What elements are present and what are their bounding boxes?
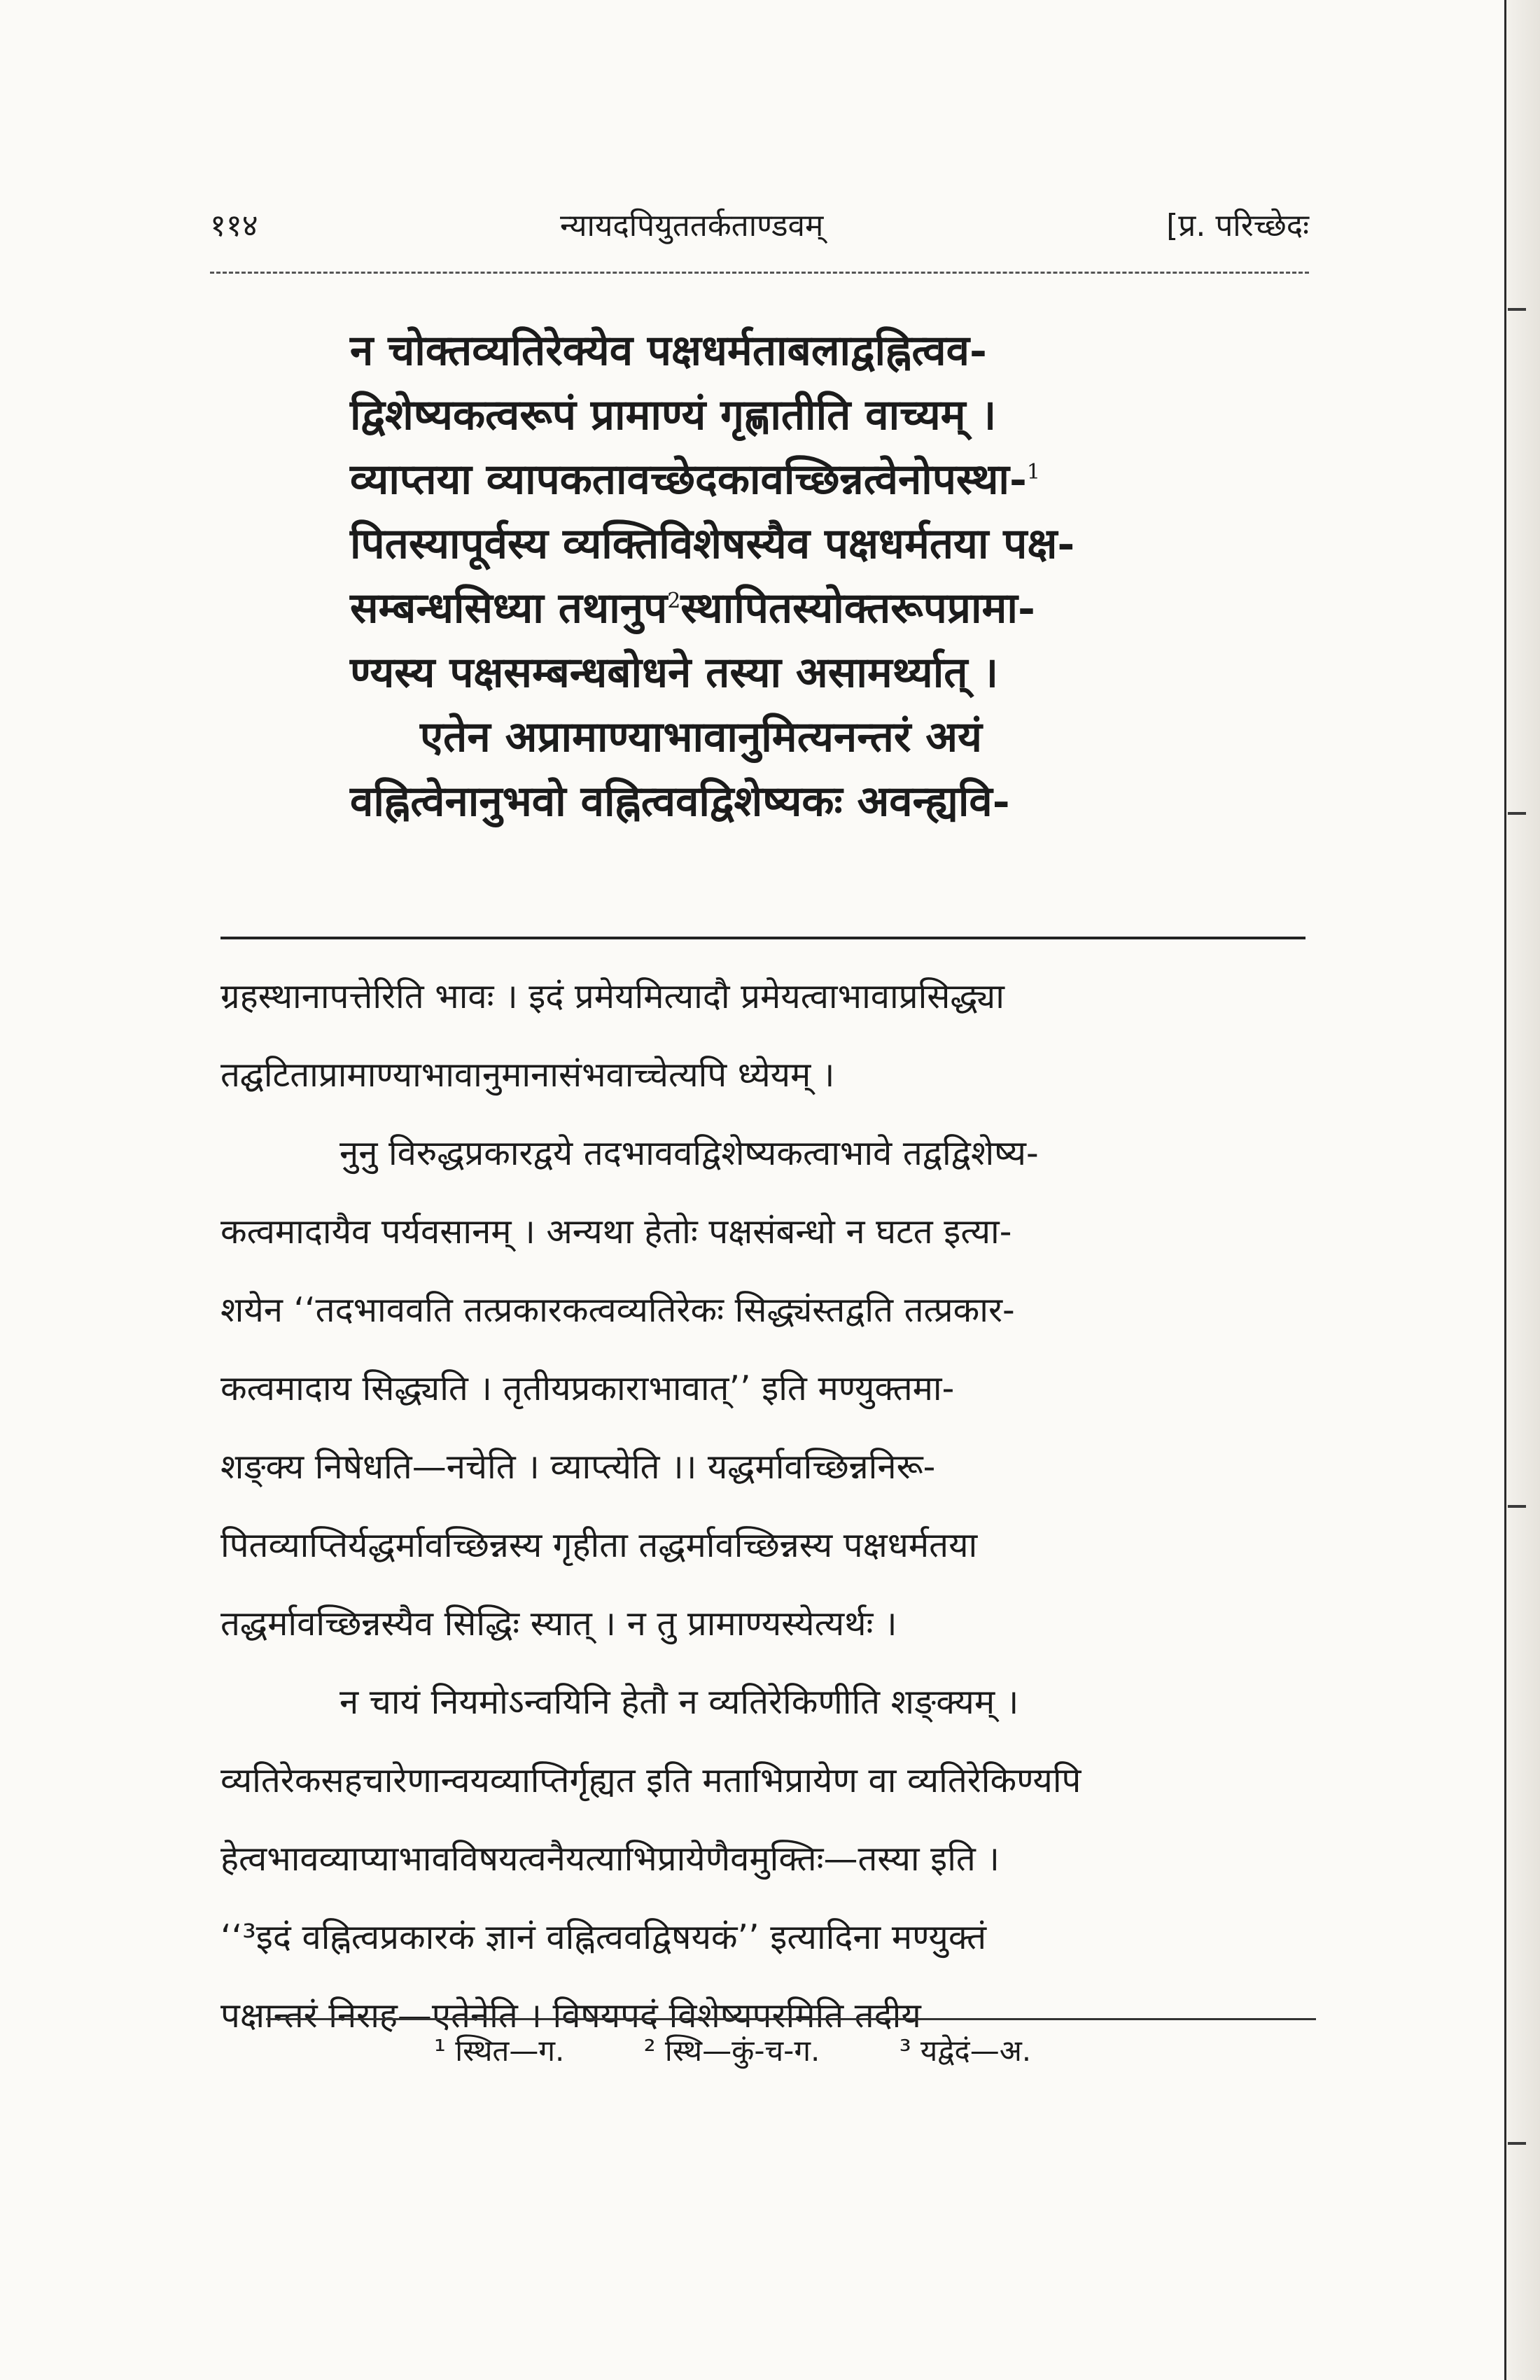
footnotes	[434, 2030, 1344, 2070]
commentary-line: कत्वमादायैव पर्यवसानम् । अन्यथा हेतोः पक्षसंबन्धो न घटत इत्या-	[220, 1212, 1012, 1252]
page-edge	[1504, 0, 1540, 2380]
commentary-line: तद्धर्मावच्छिन्नस्यैव सिद्धिः स्यात् । न तु प्रामाण्यस्येत्यर्थः ।	[220, 1604, 897, 1644]
edge-mark	[1508, 308, 1526, 311]
footnote: ¹ स्थित—ग.	[434, 2033, 565, 2068]
commentary-line: कत्वमादाय सिद्ध्यति । तृतीयप्रकाराभावात्’’ इति मण्युक्तमा-	[220, 1368, 955, 1408]
footnote: ² स्थि—कुं-च-ग.	[643, 2033, 820, 2068]
root-line: ण्यस्य पक्षसम्बन्धबोधने तस्या असामर्थ्यात् ।	[350, 648, 999, 697]
root-text	[350, 318, 1218, 834]
edge-mark	[1508, 2142, 1526, 2145]
commentary-line: हेत्वभावव्याप्याभावविषयत्वनैयत्याभिप्रायेणैवमुक्तिः—तस्या इति ।	[220, 1839, 1000, 1879]
root-line: पितस्यापूर्वस्य व्यक्तिविशेषस्यैव पक्षधर्मतया पक्ष-	[350, 519, 1075, 568]
root-line: न चोक्तव्यतिरेक्येव पक्षधर्मताबलाद्वह्नित्वव-	[350, 326, 987, 375]
edge-mark	[1508, 1505, 1526, 1508]
commentary-line: नुनु विरुद्धप्रकारद्वये तदभाववद्विशेष्यकत्वाभावे तद्वद्विशेष्य-	[340, 1133, 1039, 1173]
root-line: वह्नित्वेनानुभवो वह्नित्ववद्विशेष्यकः अवन्ह्यवि-	[350, 777, 1010, 826]
book-title: न्यायदपियुततर्कताण्डवम्	[560, 208, 824, 244]
commentary-line: पक्षान्तरं निराह—एतेनेति । विषयपदं विशेष्यपरमिति तदीय	[220, 1996, 921, 2036]
section-label: [प्र. परिच्छेदः	[1166, 208, 1309, 244]
root-line: सम्बन्धसिध्या तथानुप$^2$स्थापितस्योक्तरूपप्रामा-	[350, 584, 1035, 633]
commentary-text	[220, 958, 1326, 2055]
commentary-line: ‘‘³इदं वह्नित्वप्रकारकं ज्ञानं वह्नित्ववद्विषयकं’’ इत्यादिना मण्युक्तं	[220, 1917, 987, 1957]
edge-mark	[1508, 812, 1526, 815]
commentary-line: व्यतिरेकसहचारेणान्वयव्याप्तिर्गृह्यत इति मताभिप्रायेण वा व्यतिरेकिण्यपि	[220, 1760, 1082, 1800]
header-rule	[210, 272, 1309, 274]
commentary-line: ग्रहस्थानापत्तेरिति भावः । इदं प्रमेयमित्यादौ प्रमेयत्वाभावाप्रसिद्ध्या	[220, 976, 1004, 1016]
page-number: ११४	[210, 208, 258, 244]
commentary-line: तद्घटिताप्रामाण्याभावानुमानासंभवाच्चेत्यपि ध्येयम् ।	[220, 1055, 835, 1095]
footnote-ref: 1	[1026, 460, 1040, 484]
root-line: व्याप्तया व्यापकतावच्छेदकावच्छिन्नत्वेनोपस्था-$^1$	[350, 455, 1040, 504]
commentary-line: पितव्याप्तिर्यद्धर्मावच्छिन्नस्य गृहीता तद्धर्मावच्छिन्नस्य पक्षधर्मतया	[220, 1525, 978, 1565]
footnote: ³ यद्वेदं—अ.	[899, 2033, 1032, 2068]
footnote-ref: 2	[667, 589, 681, 613]
commentary-line: शङ्क्य निषेधति—नचेति । व्याप्त्येति ।। यद्धर्मावच्छिन्ननिरू-	[220, 1447, 936, 1487]
commentary-line: शयेन ‘‘तदभाववति तत्प्रकारकत्वव्यतिरेकः सिद्ध्यंस्तद्वति तत्प्रकार-	[220, 1290, 1015, 1330]
root-line: एतेन अप्रामाण्याभावानुमित्यनन्तरं अयं	[420, 713, 982, 762]
commentary-line: न चायं नियमोऽन्वयिनि हेतौ न व्यतिरेकिणीति शङ्क्यम् ।	[340, 1682, 1019, 1722]
footnote-rule	[266, 2018, 1316, 2020]
root-line: द्विशेष्यकत्वरूपं प्रामाण्यं गृह्णातीति वाच्यम् ।	[350, 391, 997, 440]
running-head	[210, 203, 1309, 245]
section-divider	[220, 937, 1306, 939]
